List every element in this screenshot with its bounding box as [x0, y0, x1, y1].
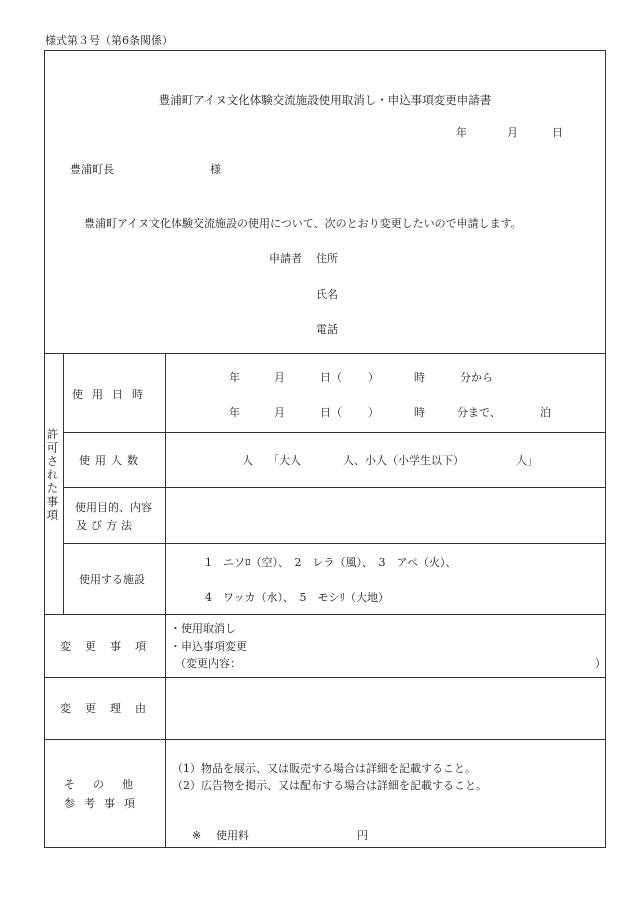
total-persons-unit: 人 — [242, 454, 253, 467]
child-count-label: 人、小人（小学生以下） — [343, 454, 464, 467]
fee-label: 使用料 — [216, 829, 249, 842]
applicant-phone-label: 電話 — [316, 323, 338, 336]
divider-reason — [44, 739, 606, 740]
permitted-items-label: 許可された事項 — [45, 428, 60, 523]
usage-count-label: 使用人数 — [79, 454, 143, 467]
change-reason-label: 変更理由 — [60, 702, 160, 715]
form-frame — [44, 50, 606, 848]
divider-label-column — [165, 353, 166, 848]
divider-change-items — [44, 677, 606, 678]
note-advertising: （2）広告物を掲示、又は配布する場合は詳細を記載すること。 — [172, 779, 487, 792]
applicant-label: 申請者 — [269, 252, 302, 265]
date-month-label: 月 — [507, 126, 518, 139]
change-detail-label: （変更内容： — [175, 657, 241, 670]
start-minute-label: 分から — [460, 371, 493, 384]
date-year-label: 年 — [456, 126, 467, 139]
end-month-label: 月 — [274, 406, 285, 419]
facilities-line1: 1 ニソﾛ（空）、 2 レラ（風）、 3 アペ（火）、 — [205, 556, 457, 569]
addressee-honorific: 様 — [210, 163, 221, 176]
divider-header — [44, 353, 606, 354]
applicant-address-label: 住所 — [316, 252, 338, 265]
facilities-line2: 4 ワッカ（水）、 5 モシﾘ（大地） — [205, 591, 389, 604]
end-year-label: 年 — [229, 406, 240, 419]
change-option-cancel: ・使用取消し — [170, 622, 236, 635]
form-number-label: 様式第３号（第6条関係） — [45, 34, 173, 47]
divider-facilities — [44, 614, 606, 615]
divider-count — [63, 487, 606, 488]
other-label-line1: その他 — [64, 778, 151, 791]
purpose-label-line1: 使用目的、内容 — [75, 501, 152, 514]
start-hour-label: 時 — [414, 371, 425, 384]
application-statement: 豊浦町アイヌ文化体験交流施設の使用について、次のとおり変更したいので申請します。 — [84, 217, 522, 230]
purpose-label-line2: 及び方法 — [76, 519, 136, 532]
divider-datetime — [63, 432, 606, 433]
date-day-label: 日 — [552, 126, 563, 139]
start-day-label: 日（ — [320, 371, 342, 384]
fee-unit: 円 — [357, 829, 368, 842]
end-hour-label: 時 — [414, 406, 425, 419]
start-year-label: 年 — [229, 371, 240, 384]
applicant-name-label: 氏名 — [316, 288, 338, 301]
other-label-line2: 参考事項 — [64, 797, 144, 810]
child-count-close: 人」 — [516, 454, 538, 467]
change-items-label: 変更事項 — [60, 640, 160, 653]
start-weekday-close: ） — [368, 371, 379, 384]
addressee-name: 豊浦町長 — [70, 163, 114, 176]
end-day-label: 日（ — [320, 406, 342, 419]
change-option-modify: ・申込事項変更 — [170, 640, 247, 653]
fee-mark: ※ — [192, 829, 202, 842]
nights-label: 泊 — [540, 406, 551, 419]
adult-count-label: 「大人 — [268, 454, 301, 467]
change-detail-close: ） — [595, 657, 606, 670]
end-weekday-close: ） — [368, 406, 379, 419]
divider-permitted-column — [63, 353, 64, 614]
end-minute-label: 分まで、 — [457, 406, 501, 419]
start-month-label: 月 — [274, 371, 285, 384]
form-title: 豊浦町アイヌ文化体験交流施設使用取消し・申込事項変更申請書 — [158, 93, 492, 107]
divider-purpose — [63, 543, 606, 544]
note-display-sale: （1）物品を展示、又は販売する場合は詳細を記載すること。 — [172, 762, 476, 775]
facilities-label: 使用する施設 — [79, 573, 145, 586]
usage-datetime-label: 使用日時 — [72, 388, 152, 401]
